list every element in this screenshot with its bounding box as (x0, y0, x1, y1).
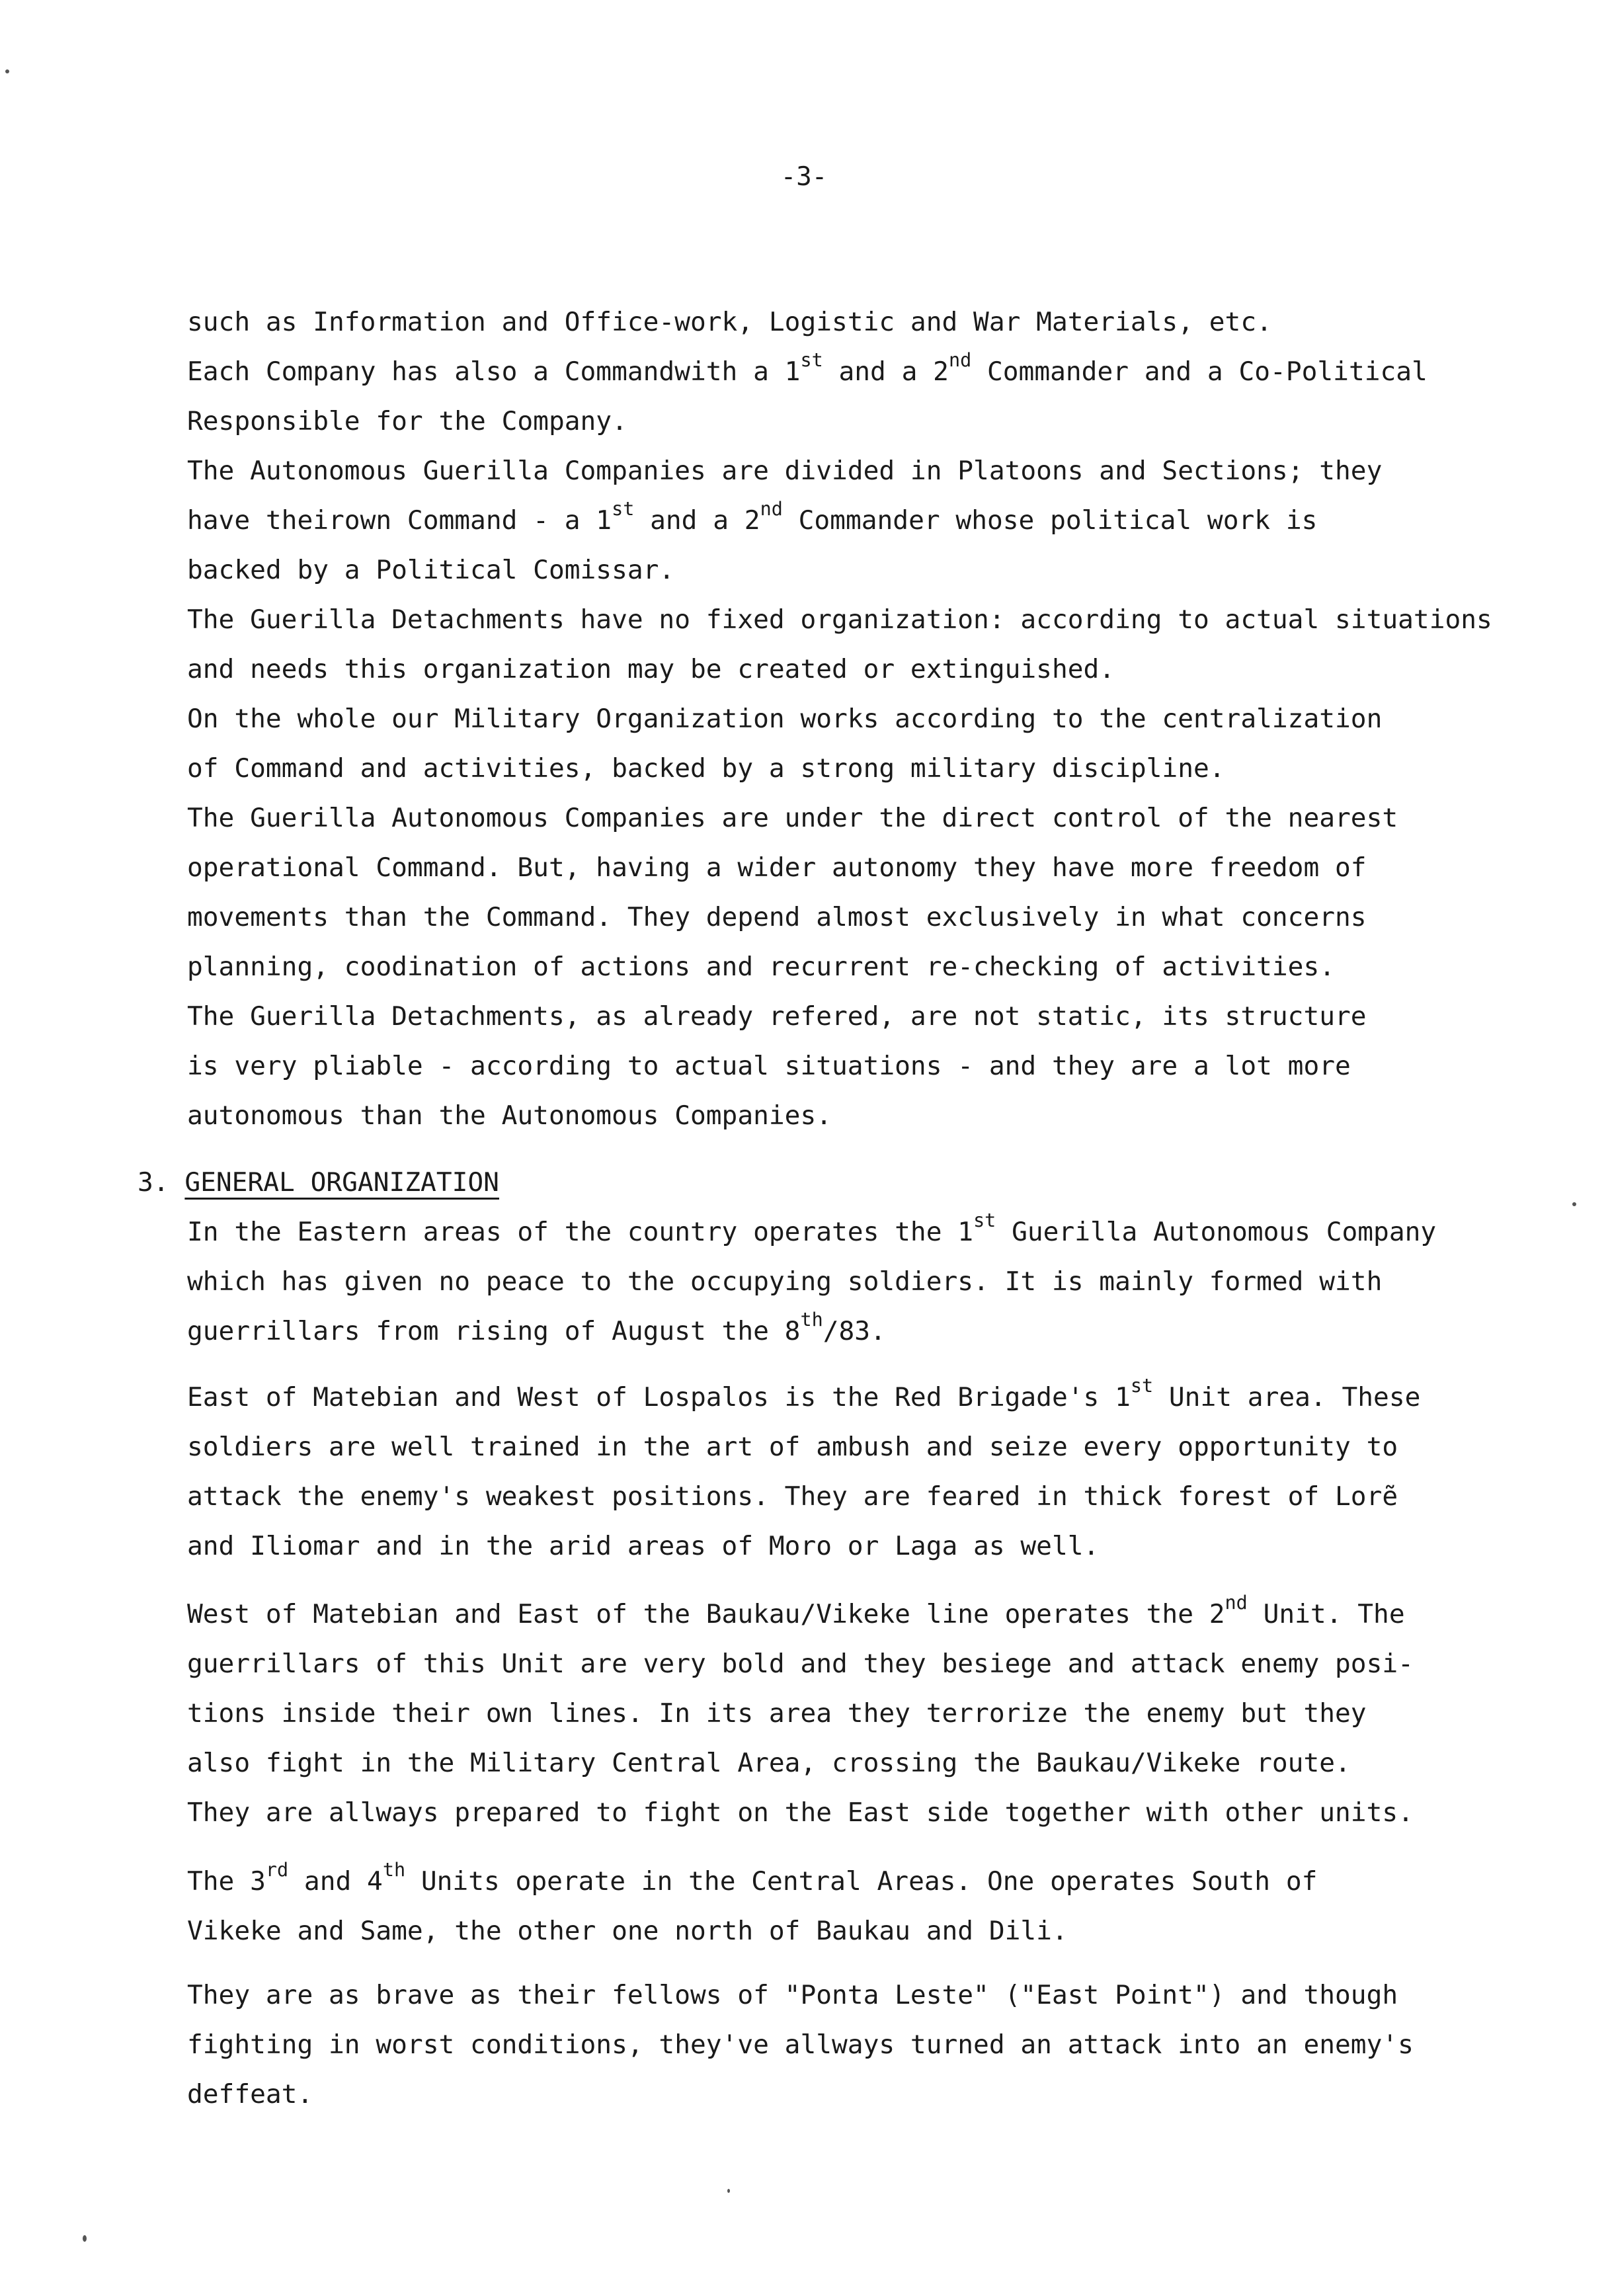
text-segment: On the whole our Military Organization works according to the centralization (187, 704, 1383, 734)
paragraph-2nd-unit (187, 1590, 1589, 1838)
text-segment: planning, coodination of actions and recurrent re-checking of activities. (187, 952, 1336, 982)
text-segment: which has given no peace to the occupying soldiers. It is mainly formed with (187, 1266, 1383, 1297)
paragraph-eastern-areas (187, 1208, 1589, 1356)
text-segment: attack the enemy's weakest positions. They are feared in thick forest of Lorẽ (187, 1481, 1398, 1512)
text-segment: tions inside their own lines. In its area they terrorize the enemy but they (187, 1698, 1367, 1729)
text-segment: autonomous than the Autonomous Companies. (187, 1100, 832, 1131)
text-line (187, 694, 1589, 744)
text-line (187, 893, 1589, 942)
text-line (187, 744, 1589, 794)
text-segment: of Command and activities, backed by a strong military discipline. (187, 753, 1225, 784)
text-segment: and 4 (288, 1866, 383, 1897)
text-segment: and a 2 (823, 356, 949, 387)
text-segment: The Guerilla Autonomous Companies are under the direct control of the nearest (187, 803, 1398, 833)
text-line (187, 1971, 1589, 2020)
text-line (187, 1906, 1589, 1956)
text-line (187, 397, 1589, 446)
text-segment: /83. (823, 1316, 886, 1346)
text-line (187, 1590, 1589, 1639)
text-segment: Guerilla Autonomous Company (996, 1217, 1437, 1247)
text-line (187, 347, 1589, 397)
ordinal-superscript: nd (948, 348, 972, 371)
text-segment: They are as brave as their fellows of "Ponta Leste" ("East Point") and though (187, 1980, 1398, 2010)
paragraph-3rd-4th-units (187, 1857, 1589, 1956)
text-segment: backed by a Political Comissar. (187, 555, 675, 585)
text-segment: soldiers are well trained in the art of ambush and seize every opportunity to (187, 1432, 1398, 1462)
text-segment: movements than the Command. They depend almost exclusively in what concerns (187, 902, 1367, 932)
text-segment: operational Command. But, having a wider autonomy they have more freedom of (187, 852, 1367, 883)
text-segment: Responsible for the Company. (187, 406, 627, 436)
ordinal-superscript: st (612, 497, 635, 520)
text-line (187, 1472, 1589, 1522)
paragraph-red-brigade-1st-unit (187, 1373, 1589, 1571)
text-segment: They are allways prepared to fight on the East side together with other units. (187, 1797, 1414, 1828)
text-segment: and a 2 (634, 505, 760, 536)
scan-speck (727, 2189, 730, 2193)
text-segment: East of Matebian and West of Lospalos is the Red Brigade's 1 (187, 1382, 1131, 1413)
text-segment: Vikeke and Same, the other one north of Baukau and Dili. (187, 1916, 1068, 1946)
ordinal-superscript: nd (1225, 1591, 1248, 1614)
text-segment: In the Eastern areas of the country operates the 1 (187, 1217, 974, 1247)
text-segment: Commander whose political work is (782, 505, 1318, 536)
text-segment: Unit area. These (1153, 1382, 1421, 1413)
text-segment: Each Company has also a Commandwith a 1 (187, 356, 801, 387)
text-segment: The Guerilla Detachments have no fixed organization: according to actual situations (187, 604, 1492, 635)
text-segment: is very pliable - according to actual situations - and they are a lot more (187, 1051, 1351, 1081)
text-line (187, 446, 1589, 496)
text-line (187, 1689, 1589, 1739)
paragraph-ponta-leste (187, 1971, 1589, 2119)
text-line (187, 1257, 1589, 1307)
ordinal-superscript: st (1130, 1374, 1154, 1397)
text-segment: Units operate in the Central Areas. One operates South of (405, 1866, 1318, 1897)
text-line (187, 1091, 1589, 1141)
scan-speck (1572, 1202, 1576, 1206)
scan-speck (83, 2235, 87, 2242)
text-line (187, 595, 1589, 645)
text-line (187, 1639, 1589, 1689)
paragraph-military-organization (187, 298, 1589, 1141)
section-title: GENERAL ORGANIZATION (184, 1167, 499, 1198)
text-line (187, 992, 1589, 1042)
text-line (187, 843, 1589, 893)
text-line (187, 546, 1589, 595)
text-line (187, 1422, 1589, 1472)
text-line (187, 298, 1589, 347)
text-segment: and Iliomar and in the arid areas of Moro or Laga as well. (187, 1531, 1100, 1561)
text-line (187, 1042, 1589, 1091)
text-segment: have theirown Command - a 1 (187, 505, 612, 536)
text-line (187, 496, 1589, 546)
ordinal-superscript: st (800, 348, 823, 371)
text-segment: deffeat. (187, 2079, 313, 2110)
text-segment: The Autonomous Guerilla Companies are divided in Platoons and Sections; they (187, 456, 1383, 486)
text-segment: also fight in the Military Central Area, crossing the Baukau/Vikeke route. (187, 1748, 1351, 1778)
text-line (187, 1208, 1589, 1257)
text-segment: The Guerilla Detachments, as already refered, are not static, its structure (187, 1001, 1367, 1032)
text-segment: The 3 (187, 1866, 266, 1897)
text-segment: Unit. The (1247, 1599, 1405, 1629)
text-line (187, 1307, 1589, 1356)
section-heading (138, 1158, 499, 1208)
ordinal-superscript: rd (265, 1858, 289, 1881)
text-line (187, 1522, 1589, 1571)
text-line (187, 2020, 1589, 2070)
ordinal-superscript: nd (760, 497, 783, 520)
ordinal-superscript: th (382, 1858, 406, 1881)
text-line (187, 1857, 1589, 1906)
text-segment: Commander and a Co-Political (971, 356, 1427, 387)
text-line (187, 942, 1589, 992)
text-line (187, 1739, 1589, 1788)
page-number: -3- (780, 162, 828, 192)
text-line (187, 645, 1589, 694)
text-segment: fighting in worst conditions, they've allways turned an attack into an enemy's (187, 2030, 1414, 2060)
text-segment: such as Information and Office-work, Logistic and War Materials, etc. (187, 307, 1272, 337)
section-number: 3. (138, 1167, 169, 1198)
text-line (187, 1373, 1589, 1422)
text-line (187, 2070, 1589, 2119)
ordinal-superscript: st (973, 1209, 996, 1231)
ordinal-superscript: th (800, 1308, 823, 1331)
text-segment: West of Matebian and East of the Baukau/Vikeke line operates the 2 (187, 1599, 1225, 1629)
scan-speck (5, 69, 9, 73)
text-line (187, 794, 1589, 843)
text-line (187, 1788, 1589, 1838)
text-segment: guerrillars of this Unit are very bold and they besiege and attack enemy posi- (187, 1649, 1414, 1679)
text-segment: and needs this organization may be created or extinguished. (187, 654, 1115, 684)
text-segment: guerrillars from rising of August the 8 (187, 1316, 801, 1346)
